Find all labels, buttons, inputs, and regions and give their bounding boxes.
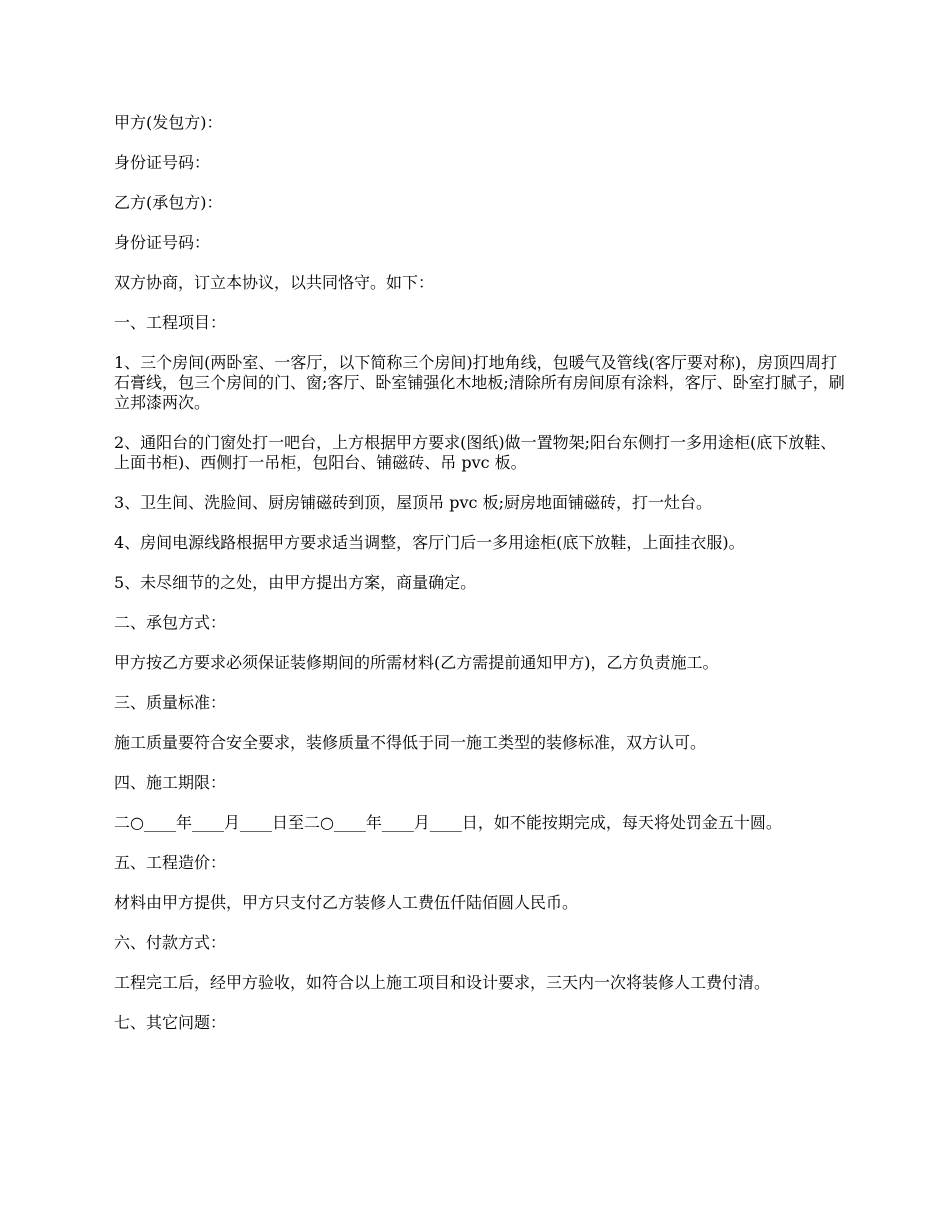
section-heading-project: 一、工程项目： — [114, 313, 227, 332]
period-text: 二○____年____月____日至二○____年____月____日，如不能按期完成，每天将处罚金五十圆。 — [114, 813, 782, 832]
project-item-5: 5、未尽细节的之处，由甲方提出方案，商量确定。 — [114, 573, 477, 592]
quality-text: 施工质量要符合安全要求，装修质量不得低于同一施工类型的装修标准，双方认可。 — [114, 733, 707, 752]
party-a-label: 甲方(发包方)： — [114, 113, 223, 132]
project-item-3: 3、卫生间、洗脸间、厨房铺磁砖到顶，屋顶吊 pvc 板;厨房地面铺磁砖，打一灶台。 — [114, 493, 712, 512]
party-a-id-label: 身份证号码： — [114, 153, 211, 172]
section-heading-payment: 六、付款方式： — [114, 933, 227, 952]
agreement-intro: 双方协商，订立本协议，以共同恪守。如下： — [114, 273, 435, 292]
project-item-4: 4、房间电源线路根据甲方要求适当调整，客厅门后一多用途柜(底下放鞋，上面挂衣服)。 — [114, 533, 745, 552]
cost-text: 材料由甲方提供，甲方只支付乙方装修人工费伍仟陆佰圆人民币。 — [114, 893, 579, 912]
party-b-label: 乙方(承包方)： — [114, 193, 223, 212]
section-heading-period: 四、施工期限： — [114, 773, 227, 792]
section-heading-cost: 五、工程造价： — [114, 853, 227, 872]
project-item-1: 1、三个房间(两卧室、一客厅，以下简称三个房间)打地角线，包暖气及管线(客厅要对称)，房顶四周打石膏线，包三个房间的门、窗;客厅、卧室铺强化木地板;清除所有房间原有涂料，客厅、卧室打腻子，刷立邦漆两次。 — [114, 353, 845, 412]
section-heading-contract-method: 二、承包方式： — [114, 613, 227, 632]
payment-text: 工程完工后，经甲方验收，如符合以上施工项目和设计要求，三天内一次将装修人工费付清。 — [114, 973, 771, 992]
project-item-2: 2、通阳台的门窗处打一吧台，上方根据甲方要求(图纸)做一置物架;阳台东侧打一多用途柜(底下放鞋、上面书柜)、西侧打一吊柜，包阳台、铺磁砖、吊 pvc 板。 — [114, 433, 837, 472]
party-b-id-label: 身份证号码： — [114, 233, 211, 252]
section-heading-quality: 三、质量标准： — [114, 693, 227, 712]
contract-method-text: 甲方按乙方要求必须保证装修期间的所需材料(乙方需提前通知甲方)，乙方负责施工。 — [114, 653, 719, 672]
document-body — [114, 113, 846, 1053]
section-heading-other: 七、其它问题： — [114, 1013, 227, 1032]
